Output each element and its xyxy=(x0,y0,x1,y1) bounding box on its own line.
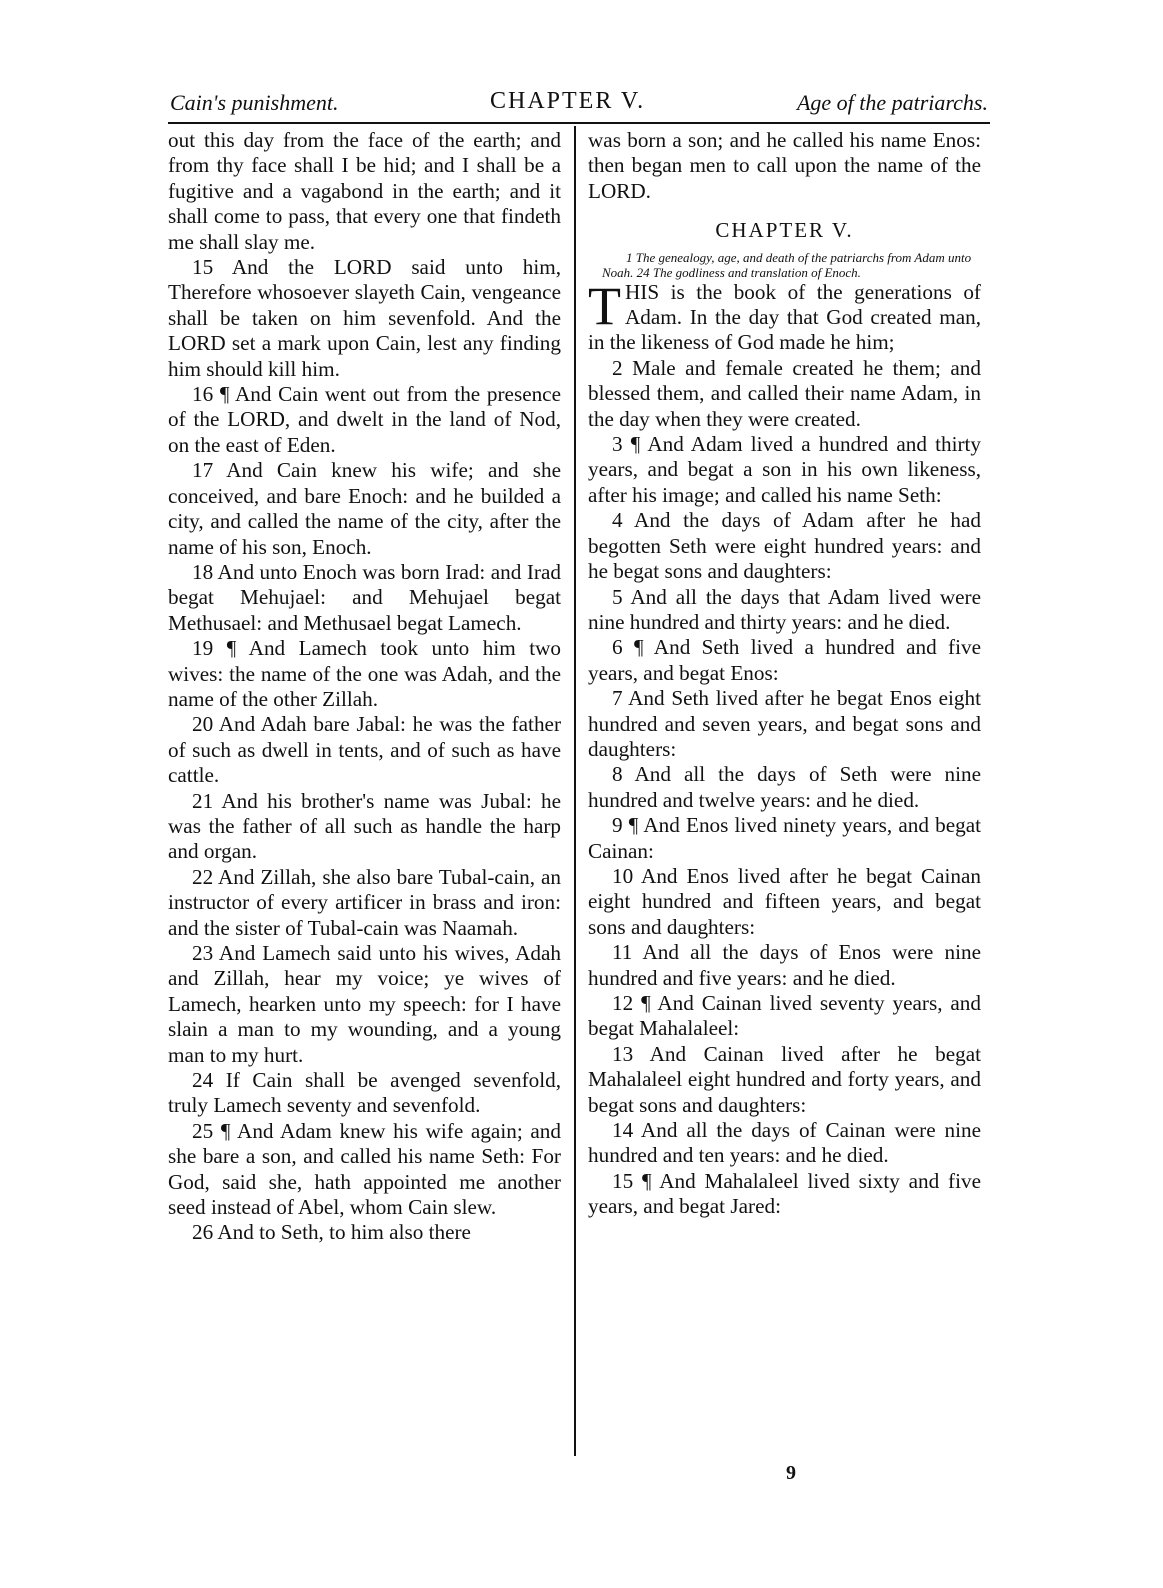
verse-paragraph: 23 And Lamech said unto his wives, Adah and Zillah, hear my voice; ye wives of Lamech, hearken unto my speech: for I have slain a man to my wounding, and a young man to my hurt. xyxy=(168,941,561,1067)
verse-paragraph: 16 ¶ And Cain went out from the presence of the LORD, and dwelt in the land of Nod, on the east of Eden. xyxy=(168,382,561,457)
verse-paragraph: 9 ¶ And Enos lived ninety years, and begat Cainan: xyxy=(588,813,981,863)
page-number: 9 xyxy=(786,1462,796,1484)
first-verse xyxy=(588,275,981,356)
left-column xyxy=(168,128,561,1246)
book-page xyxy=(168,84,990,1524)
verse-paragraph: was born a son; and he called his name Enos: then began men to call upon the name of the LORD. xyxy=(588,128,981,203)
verse-paragraph: 11 And all the days of Enos were nine hundred and five years: and he died. xyxy=(588,940,981,990)
verse-paragraph: 25 ¶ And Adam knew his wife again; and she bare a son, and called his name Seth: For God, said she, hath appointed me another seed instead of Abel, whom Cain slew. xyxy=(168,1118,561,1220)
header-right-title: Age of the patriarchs. xyxy=(796,90,988,115)
verse-paragraph: 19 ¶ And Lamech took unto him two wives: the name of the one was Adah, and the name of the other Zillah. xyxy=(168,636,561,711)
verse-paragraph: 15 ¶ And Mahalaleel lived sixty and five years, and begat Jared: xyxy=(588,1168,981,1219)
drop-cap: T xyxy=(588,275,621,336)
header-left-title: Cain's punishment. xyxy=(170,90,339,115)
verse-paragraph: 13 And Cainan lived after he begat Mahalaleel eight hundred and forty years, and begat sons and daughters: xyxy=(588,1041,981,1117)
column-divider xyxy=(574,126,576,1456)
chapter-summary: 1 The genealogy, age, and death of the patriarchs from Adam unto Noah. 24 The godliness and translation of Enoch. xyxy=(602,249,972,280)
verse-paragraph: 4 And the days of Adam after he had begotten Seth were eight hundred years: and he begat sons and daughters: xyxy=(588,508,981,584)
verse-paragraph: 15 And the LORD said unto him, Therefore whosoever slayeth Cain, vengeance shall be taken on him sevenfold. And the LORD set a mark upon Cain, lest any finding him should kill him. xyxy=(168,255,561,381)
verse-paragraph: out this day from the face of the earth; and from thy face shall I be hid; and I shall be a fugitive and a vagabond in the earth; and it shall come to pass, that every one that findeth me shall slay me. xyxy=(168,128,561,254)
first-verse-text: HIS is the book of the generations of Adam. In the day that God created man, in the likeness of God made he him; xyxy=(588,279,981,355)
verse-paragraph: 14 And all the days of Cainan were nine hundred and ten years: and he died. xyxy=(588,1118,981,1168)
verse-paragraph: 6 ¶ And Seth lived a hundred and five years, and begat Enos: xyxy=(588,635,981,685)
verse-paragraph: 7 And Seth lived after he begat Enos eight hundred and seven years, and begat sons and daughters: xyxy=(588,686,981,761)
verse-paragraph: 26 And to Seth, to him also there xyxy=(192,1220,471,1245)
verse-paragraph: 10 And Enos lived after he begat Cainan eight hundred and fifteen years, and begat sons and daughters: xyxy=(588,863,981,939)
verse-paragraph: 2 Male and female created he them; and blessed them, and called their name Adam, in the day when they were created. xyxy=(588,355,981,431)
chapter-heading: CHAPTER V. xyxy=(715,218,854,243)
running-header xyxy=(168,84,990,124)
verse-paragraph: 18 And unto Enoch was born Irad: and Irad begat Mehujael: and Mehujael begat Methusael: and Methusael begat Lamech. xyxy=(168,559,561,635)
right-column xyxy=(588,128,981,1220)
header-chapter-title: CHAPTER V. xyxy=(490,88,646,114)
verse-paragraph: 20 And Adah bare Jabal: he was the father of such as dwell in tents, and of such as have cattle. xyxy=(168,712,561,788)
verse-paragraph: 17 And Cain knew his wife; and she conceived, and bare Enoch: and he builded a city, and called the name of the city, after the name of his son, Enoch. xyxy=(168,458,561,559)
verse-paragraph: 3 ¶ And Adam lived a hundred and thirty years, and begat a son in his own likeness, after his image; and called his name Seth: xyxy=(588,432,981,507)
verse-paragraph: 5 And all the days that Adam lived were nine hundred and thirty years: and he died. xyxy=(588,584,981,634)
verse-paragraph: 24 If Cain shall be avenged sevenfold, truly Lamech seventy and sevenfold. xyxy=(168,1068,561,1118)
verse-paragraph: 12 ¶ And Cainan lived seventy years, and begat Mahalaleel: xyxy=(588,991,981,1041)
verse-paragraph: 21 And his brother's name was Jubal: he was the father of all such as handle the harp and organ. xyxy=(168,788,561,864)
verse-paragraph: 8 And all the days of Seth were nine hundred and twelve years: and he died. xyxy=(588,762,981,812)
verse-paragraph: 22 And Zillah, she also bare Tubal-cain, an instructor of every artificer in brass and iron: and the sister of Tubal-cain was Naamah. xyxy=(168,864,561,940)
